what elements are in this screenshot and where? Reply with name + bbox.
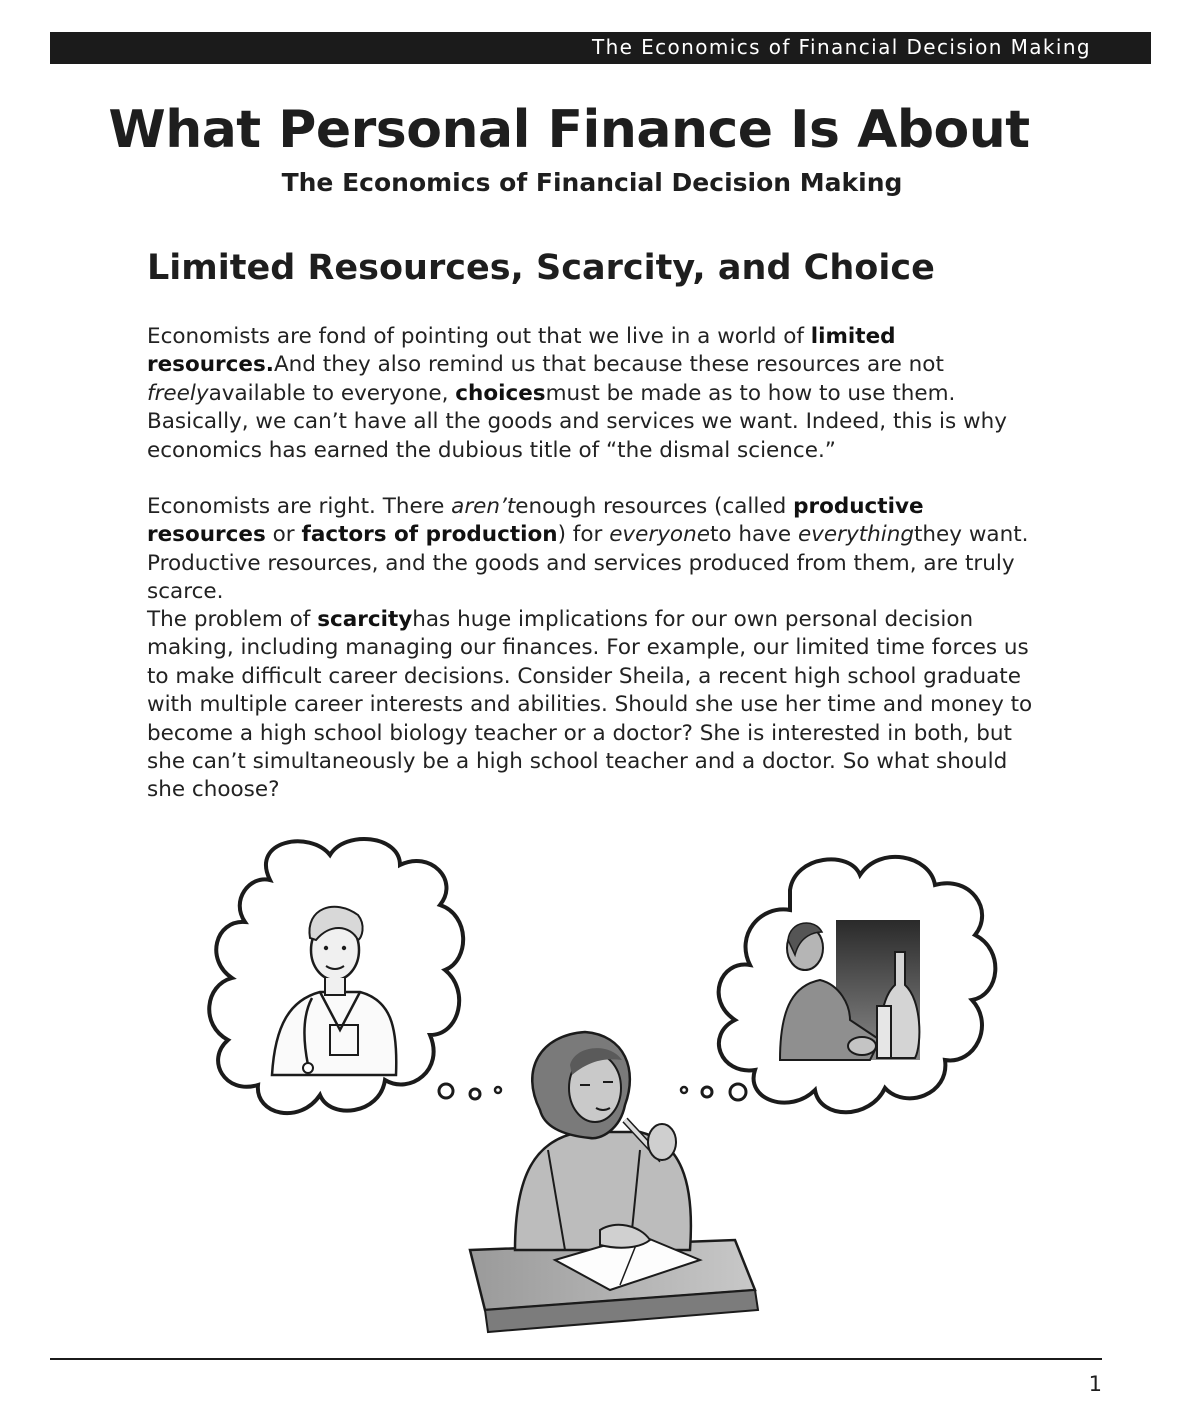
teacher-lab-icon [780, 920, 920, 1060]
running-title: The Economics of Financial Decision Making [591, 35, 1091, 59]
footer-rule [50, 1358, 1102, 1360]
page-title: What Personal Finance Is About [108, 100, 1030, 160]
student-thinking-icon [470, 1032, 758, 1332]
header-bar [50, 32, 1151, 64]
term-scarcity: scarcity [317, 607, 413, 632]
term-productive-resources: productive resources [147, 494, 924, 548]
term-choices: choices [455, 380, 546, 406]
paragraph-1: Economists are fond of pointing out that we live in a world of limited resources.And they also remind us that because these resources are not freelyavailable to everyone, choicesmust be made as to how to use them. Basically, we can’t have all the goods and services we want. Indeed, this is why economics has earned the dubious title of “the dismal science.” [147, 324, 1007, 463]
section-heading: Limited Resources, Scarcity, and Choice [147, 248, 935, 288]
term-limited-resources: limited resources. [147, 324, 896, 378]
term-factors-of-production: factors of production [301, 522, 558, 548]
page-number: 1 [1088, 1372, 1102, 1396]
career-choice-illustration [0, 820, 1200, 1340]
paragraph-3: The problem of scarcityhas huge implications for our own personal decision making, including managing our finances. For example, our limited time forces us to make difficult career decisions. Consider Sheila, a recent high school graduate with multiple career interests and abilities. Should she use her time and money to become a high school biology teacher or a doctor? She is interested in both, but she can’t simultaneously be a high school teacher and a doctor. So what should she choose? [147, 607, 1033, 803]
paragraph-2: Economists are right. There aren’tenough resources (called productive resources or factors of production) for everyoneto have everythingthey want. Productive resources, and the goods and services produced from them, are truly scarce. [147, 494, 1029, 605]
page-subtitle: The Economics of Financial Decision Making [281, 168, 903, 197]
